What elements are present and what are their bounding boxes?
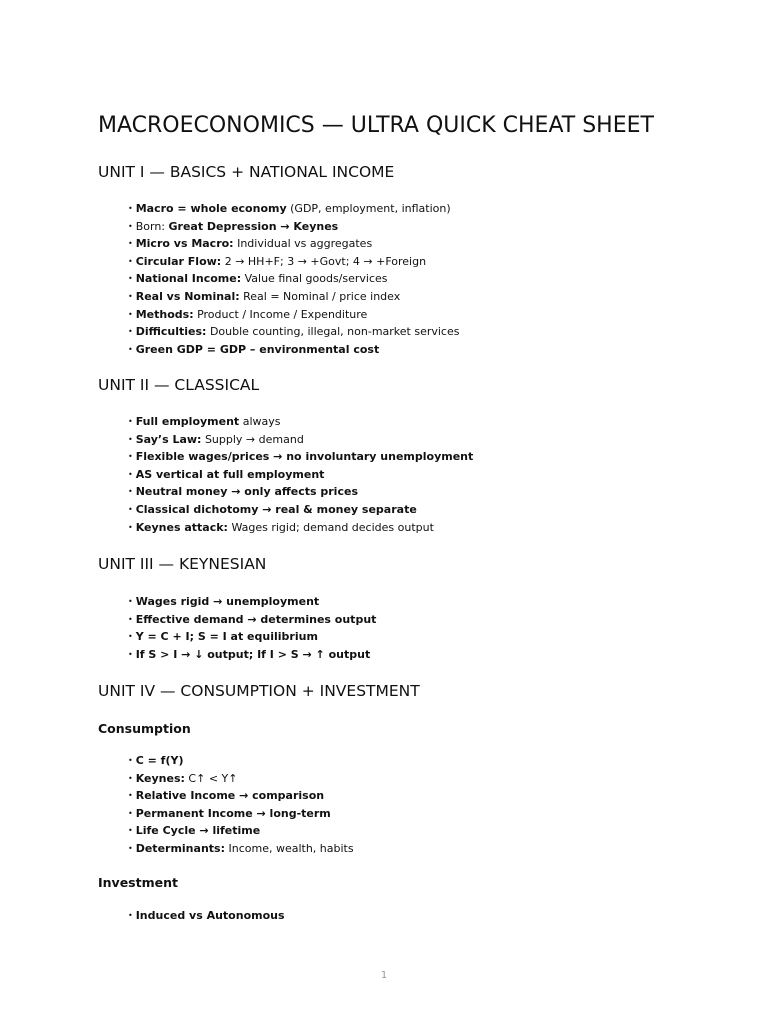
bullet-icon: • bbox=[128, 344, 133, 354]
list-item: • If S > I → ↓ output; If I > S → ↑ output bbox=[128, 646, 376, 664]
list-item: • Born: Great Depression → Keynes bbox=[128, 218, 459, 236]
bullet-icon: • bbox=[128, 487, 133, 497]
bullet-icon: • bbox=[128, 911, 133, 920]
list-item: • AS vertical at full employment bbox=[128, 466, 473, 484]
list-item: • Wages rigid → unemployment bbox=[128, 593, 376, 611]
bullet-icon: • bbox=[128, 291, 133, 301]
list-item: • Say’s Law: Supply → demand bbox=[128, 431, 473, 449]
list-item: • Macro = whole economy (GDP, employment, inflation) bbox=[128, 200, 459, 218]
bullet-icon: • bbox=[128, 791, 133, 801]
investment-list bbox=[128, 907, 285, 925]
bullet-icon: • bbox=[128, 632, 133, 642]
list-item: • Green GDP = GDP – environmental cost bbox=[128, 341, 459, 359]
bullet-icon: • bbox=[128, 417, 133, 426]
list-item: • Real vs Nominal: Real = Nominal / price index bbox=[128, 288, 459, 306]
bullet-icon: • bbox=[128, 614, 133, 624]
list-item: • Relative Income → comparison bbox=[128, 787, 354, 805]
list-item: • Neutral money → only affects prices bbox=[128, 483, 473, 501]
page-number: 1 bbox=[380, 970, 388, 981]
list-item: • National Income: Value final goods/services bbox=[128, 270, 459, 288]
investment-heading: Investment bbox=[98, 875, 178, 890]
bullet-icon: • bbox=[128, 434, 133, 444]
consumption-heading: Consumption bbox=[98, 721, 191, 736]
list-item: • Difficulties: Double counting, illegal, non-market services bbox=[128, 323, 459, 341]
bullet-icon: • bbox=[128, 309, 133, 319]
bullet-icon: • bbox=[128, 221, 133, 231]
bullet-icon: • bbox=[128, 649, 133, 659]
bullet-icon: • bbox=[128, 204, 133, 213]
unit-3-list bbox=[128, 593, 376, 663]
bullet-icon: • bbox=[128, 504, 133, 514]
list-item: • Flexible wages/prices → no involuntary unemployment bbox=[128, 448, 473, 466]
list-item: • Life Cycle → lifetime bbox=[128, 822, 354, 840]
list-item: • Circular Flow: 2 → HH+F; 3 → +Govt; 4 → +Foreign bbox=[128, 253, 459, 271]
bullet-icon: • bbox=[128, 522, 133, 532]
list-item: • Classical dichotomy → real & money separate bbox=[128, 501, 473, 519]
bullet-icon: • bbox=[128, 843, 133, 853]
list-item: • C = f(Y) bbox=[128, 752, 354, 770]
unit-2-heading: UNIT II — CLASSICAL bbox=[98, 376, 260, 394]
list-item: • Micro vs Macro: Individual vs aggregates bbox=[128, 235, 459, 253]
bullet-icon: • bbox=[128, 826, 133, 836]
unit-1-list bbox=[128, 200, 459, 358]
list-item: • Y = C + I; S = I at equilibrium bbox=[128, 628, 376, 646]
bullet-icon: • bbox=[128, 808, 133, 818]
unit-3-heading: UNIT III — KEYNESIAN bbox=[98, 555, 267, 573]
list-item: • Keynes: C↑ < Y↑ bbox=[128, 770, 354, 788]
bullet-icon: • bbox=[128, 256, 133, 266]
bullet-icon: • bbox=[128, 597, 133, 606]
list-item: • Effective demand → determines output bbox=[128, 611, 376, 629]
bullet-icon: • bbox=[128, 773, 133, 783]
list-item: • Keynes attack: Wages rigid; demand decides output bbox=[128, 519, 473, 537]
bullet-icon: • bbox=[128, 756, 133, 765]
bullet-icon: • bbox=[128, 239, 133, 249]
list-item: • Full employment always bbox=[128, 413, 473, 431]
list-item: • Methods: Product / Income / Expenditure bbox=[128, 306, 459, 324]
bullet-icon: • bbox=[128, 327, 133, 337]
unit-2-list bbox=[128, 413, 473, 536]
document-title: MACROECONOMICS — ULTRA QUICK CHEAT SHEET bbox=[98, 113, 654, 138]
unit-1-heading: UNIT I — BASICS + NATIONAL INCOME bbox=[98, 163, 395, 181]
bullet-icon: • bbox=[128, 274, 133, 284]
bullet-icon: • bbox=[128, 469, 133, 479]
list-item: • Permanent Income → long-term bbox=[128, 805, 354, 823]
consumption-list bbox=[128, 752, 354, 858]
bullet-icon: • bbox=[128, 452, 133, 462]
list-item: • Induced vs Autonomous bbox=[128, 907, 285, 925]
unit-4-heading: UNIT IV — CONSUMPTION + INVESTMENT bbox=[98, 682, 420, 700]
list-item: • Determinants: Income, wealth, habits bbox=[128, 840, 354, 858]
